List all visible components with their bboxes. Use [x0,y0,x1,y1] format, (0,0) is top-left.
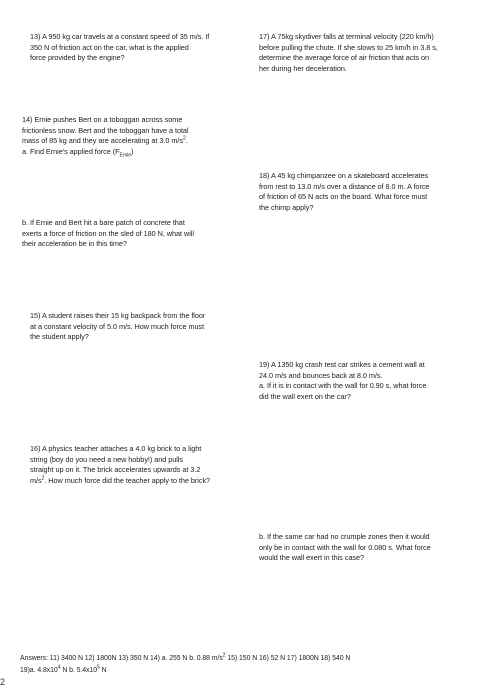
question-18 [259,171,491,213]
q14-line1: 14) Ernie pushes Bert on a toboggan across some [22,115,183,124]
q17-line4: her during her deceleration. [259,63,347,73]
q14b-line2: exerts a force of friction on the sled of 180 N, what will [22,228,194,238]
q17-line1: 17) A 75kg skydiver falls at terminal velocity (220 km/h) [259,32,434,41]
q13-line2: 350 N of friction act on the car, what is the applied [30,42,189,52]
q19b-line3: would the wall exert in this case? [259,553,364,563]
q19-line4: did the wall exert on the car? [259,391,351,401]
question-16 [30,444,252,486]
q15-line1: 15) A student raises their 15 kg backpack from the floor [30,311,206,320]
q16-line4: $m/s^2$. How much force did the teacher apply to the brick? [30,475,211,485]
q13-line1: 13) A 950 kg car travels at a constant speed of 35 m/s. If [30,32,210,41]
q14-line4: a. Find Ernie's applied force $(F_{Ernie})$ [22,146,134,159]
q16-line3: straight up on it. The brick accelerates upwards at 3.2 [30,465,201,475]
q19-line1: 19) A 1350 kg crash test car strikes a cement wall at [259,360,425,369]
q19b-line1: b. If the same car had no crumple zones then it would [259,532,430,541]
q18-line1: 18) A 45 kg chimpanzee on a skateboard accelerates [259,171,429,180]
q18-line3: of friction of 65 N acts on the board. What force must [259,192,428,202]
q13-line3: force provided by the engine? [30,53,125,63]
q16-line1: 16) A physics teacher attaches a 4.0 kg brick to a light [30,444,202,453]
answers-line2: 19)a. $4.8x10^4$ N b. $5.4x10^5$ N [20,664,107,674]
q17-line2: before pulling the chute. If she slows to 25 km/h in 3.8 s, [259,42,438,52]
question-14 [22,115,247,157]
q15-line2: at a constant velocity of 5.0 m/s. How much force must [30,321,205,331]
question-17 [259,32,491,74]
answers-line1: Answers: 11) 3400 N 12) 1800N 13) 350 N 14) a. 255 N b. 0.88 $m/s^2$ 15) 150 N 16) 52 N 17) 1800N 18) 540 N [20,652,351,662]
question-13 [30,32,252,64]
answers-block [20,653,490,676]
q14b-line1: b. If Ernie and Bert hit a bare patch of concrete that [22,218,185,227]
q17-line3: determine the average force of air friction that acts on [259,53,429,63]
q14b-line3: their acceleration be in this time? [22,239,127,249]
question-15 [30,311,252,343]
q15-line3: the student apply? [30,332,89,342]
question-19 [259,360,491,402]
q19-line2: 24.0 m/s and bounces back at 8.0 m/s. [259,370,383,380]
q19-line3: a. If it is in contact with the wall for 0.90 s, what force [259,381,427,391]
page-number: 2 [0,677,6,687]
q18-line2: from rest to 13.0 m/s over a distance of 8.0 m. A force [259,181,430,191]
q19b-line2: only be in contact with the wall for 0.080 s. What force [259,542,431,552]
q16-line2: string (boy do you need a new hobby!) and pulls [30,454,184,464]
question-19b [259,532,491,564]
q18-line4: the chimp apply? [259,202,314,212]
q14-line3: mass of 85 kg and they are accelerating at 3.0 $m/s^2$. [22,135,188,146]
q14-line2: frictionless snow. Bert and the toboggan have a total [22,125,189,135]
question-14b [22,218,247,250]
